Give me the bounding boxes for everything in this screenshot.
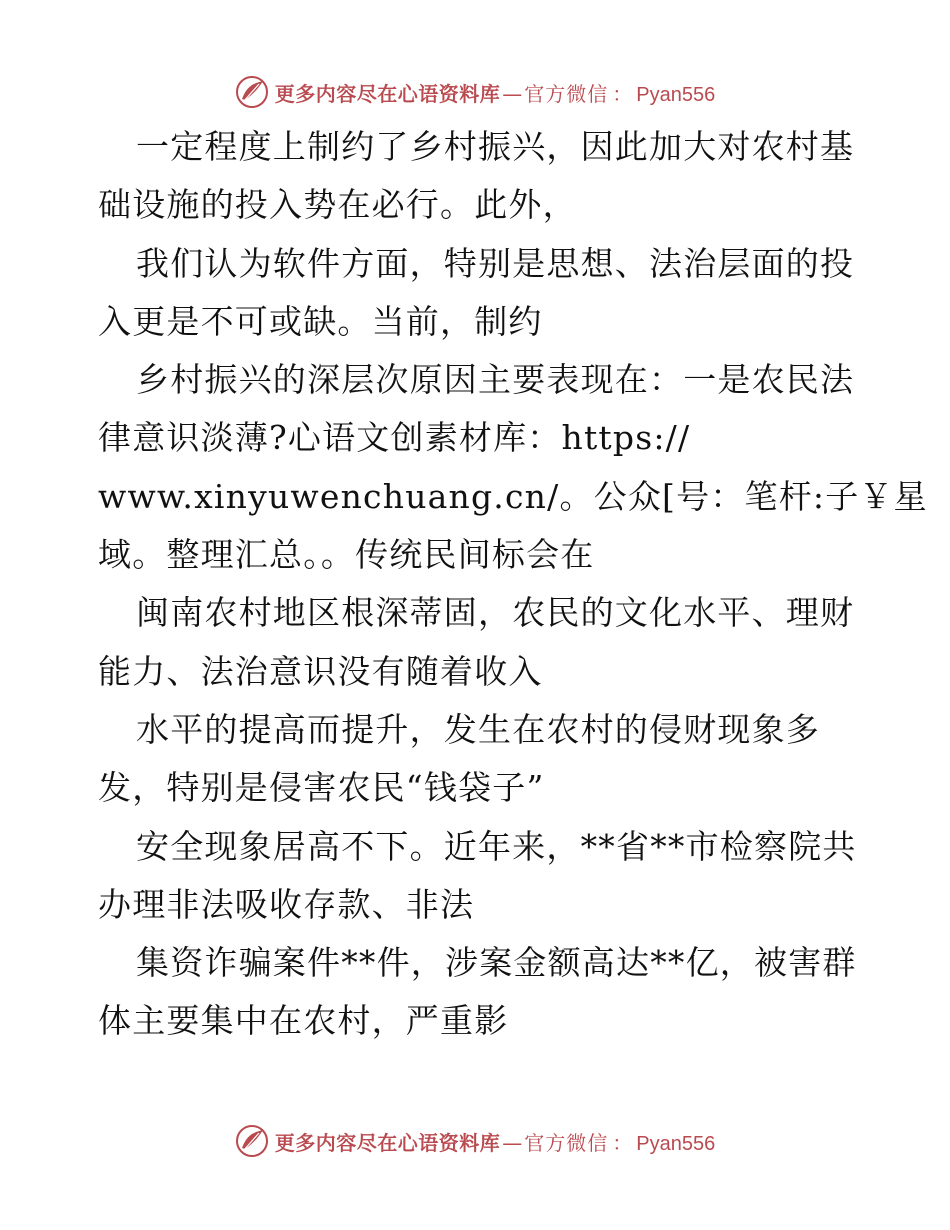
text-line: 乡村振兴的深层次原因主要表现在：一是农民法 <box>136 360 855 400</box>
text-line: 闽南农村地区根深蒂固，农民的文化水平、理财 <box>136 593 855 633</box>
text-line: 础设施的投入势在必行。此外， <box>98 185 577 225</box>
watermark-wechat-id: Pyan556 <box>636 1132 716 1155</box>
watermark-text <box>275 78 715 107</box>
text-line: 能力、法治意识没有随着收入 <box>98 651 543 691</box>
quill-logo-icon <box>235 1124 269 1158</box>
text-line: 发，特别是侵害农民“钱袋子” <box>98 768 545 808</box>
text-line: 集资诈骗案件**件，涉案金额高达**亿，被害群 <box>136 943 857 983</box>
watermark-text <box>275 1127 715 1156</box>
header-watermark <box>0 72 950 112</box>
watermark-site-name: 更多内容尽在心语资料库 <box>274 81 501 106</box>
text-line: 水平的提高而提升，发生在农村的侵财现象多 <box>136 709 820 749</box>
watermark-dash: — <box>502 1130 523 1155</box>
watermark-official-label: 官方微信 <box>524 1130 609 1155</box>
text-line: 安全现象居高不下。近年来，**省**市检察院共 <box>136 826 857 866</box>
text-line: 一定程度上制约了乡村振兴，因此加大对农村基 <box>136 127 855 166</box>
watermark-official-label: 官方微信 <box>524 81 609 106</box>
text-line: 律意识淡薄?心语文创素材库：https:// <box>98 418 691 458</box>
document-body <box>98 118 928 1051</box>
text-line: 入更是不可或缺。当前，制约 <box>98 301 543 341</box>
text-line: 我们认为软件方面，特别是思想、法治层面的投 <box>136 243 855 283</box>
text-line: 域。整理汇总。。传统民间标会在 <box>98 535 595 575</box>
footer-watermark <box>0 1121 950 1161</box>
text-line: www.xinyuwenchuang.cn/。公众[号：笔杆:子￥星 <box>98 476 928 516</box>
watermark-dash: — <box>502 81 523 106</box>
watermark-colon: ： <box>612 81 633 106</box>
quill-logo-icon <box>235 75 269 109</box>
text-line: 办理非法吸收存款、非法 <box>98 884 475 924</box>
watermark-wechat-id: Pyan556 <box>636 83 716 106</box>
watermark-colon: ： <box>612 1130 633 1155</box>
watermark-site-name: 更多内容尽在心语资料库 <box>274 1130 501 1155</box>
text-line: 体主要集中在农村，严重影 <box>98 1001 509 1041</box>
